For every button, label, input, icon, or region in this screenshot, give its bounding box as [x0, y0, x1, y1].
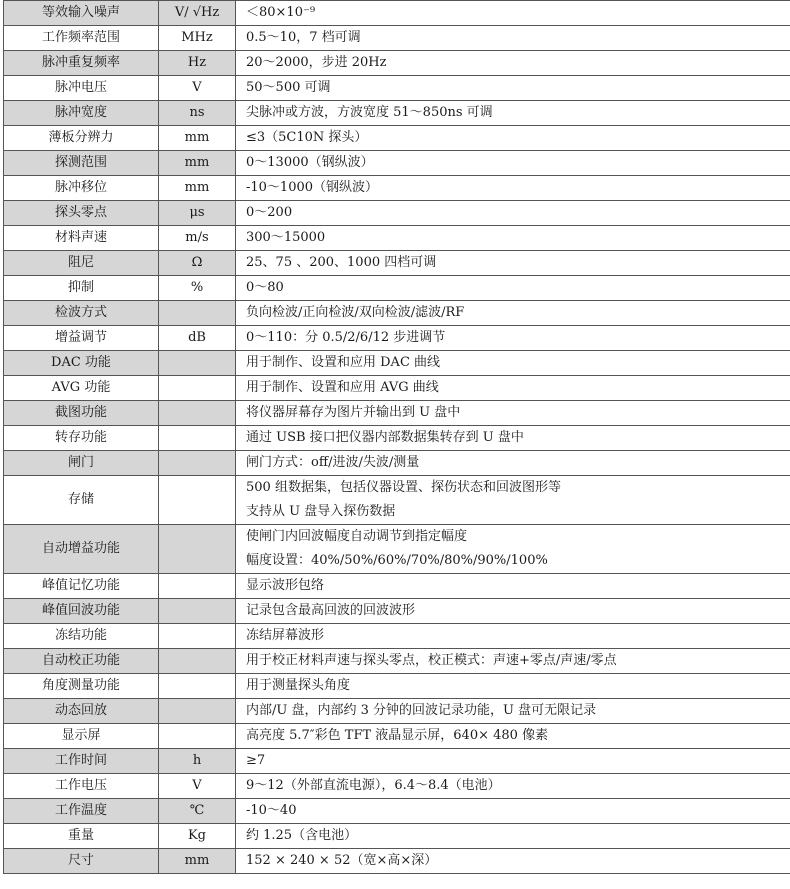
table-row [4, 451, 790, 476]
value-cell [236, 649, 790, 674]
table-row [4, 326, 790, 351]
param-name-cell: 转存功能 [4, 426, 159, 451]
unit-cell: m/s [159, 226, 236, 251]
value-line: 300～15000 [246, 230, 326, 245]
table-row [4, 649, 790, 674]
unit-cell: V [159, 774, 236, 799]
param-name-cell: 自动校正功能 [4, 649, 159, 674]
unit-cell: Ω [159, 251, 236, 276]
unit-cell [159, 476, 236, 525]
value-cell [236, 276, 790, 301]
table-row [4, 26, 790, 51]
spec-table [3, 0, 790, 874]
unit-cell: mm [159, 151, 236, 176]
value-cell [236, 26, 790, 51]
unit-cell: V/ √Hz [159, 1, 236, 26]
value-cell [236, 574, 790, 599]
value-cell [236, 699, 790, 724]
param-name-cell: 探测范围 [4, 151, 159, 176]
value-line: -10～40 [246, 803, 297, 818]
value-line: 约 1.25（含电池） [246, 828, 358, 843]
param-name-cell: 增益调节 [4, 326, 159, 351]
value-line: 使闸门内回波幅度自动调节到指定幅度 [246, 529, 468, 544]
param-name-cell: 存储 [4, 476, 159, 525]
unit-cell [159, 376, 236, 401]
value-line: 高亮度 5.7″彩色 TFT 液晶显示屏，640× 480 像素 [246, 728, 549, 743]
unit-cell [159, 649, 236, 674]
unit-cell [159, 624, 236, 649]
table-row [4, 151, 790, 176]
unit-cell [159, 599, 236, 624]
table-row [4, 824, 790, 849]
table-row [4, 674, 790, 699]
param-name-cell: 冻结功能 [4, 624, 159, 649]
unit-cell [159, 426, 236, 451]
value-cell [236, 599, 790, 624]
unit-cell: mm [159, 176, 236, 201]
param-name-cell: 重量 [4, 824, 159, 849]
table-row [4, 574, 790, 599]
unit-cell [159, 301, 236, 326]
unit-cell [159, 574, 236, 599]
value-cell [236, 1, 790, 26]
value-line: 25、75 、200、1000 四档可调 [246, 255, 437, 270]
value-cell [236, 51, 790, 76]
unit-cell: Hz [159, 51, 236, 76]
value-cell [236, 101, 790, 126]
unit-cell [159, 724, 236, 749]
value-line: ≥7 [246, 753, 266, 768]
value-cell [236, 126, 790, 151]
table-row [4, 276, 790, 301]
spec-table-body [4, 1, 790, 874]
param-name-cell: 脉冲电压 [4, 76, 159, 101]
param-name-cell: 阻尼 [4, 251, 159, 276]
table-row [4, 101, 790, 126]
value-line: 0.5～10，7 档可调 [246, 30, 361, 45]
table-row [4, 251, 790, 276]
param-name-cell: 工作时间 [4, 749, 159, 774]
value-line: 幅度设置：40%/50%/60%/70%/80%/90%/100% [246, 553, 548, 568]
value-line: ≤3（5C10N 探头） [246, 130, 368, 145]
table-row [4, 226, 790, 251]
value-line: 记录包含最高回波的回波波形 [246, 603, 416, 618]
param-name-cell: 闸门 [4, 451, 159, 476]
value-cell [236, 226, 790, 251]
value-line: 尖脉冲或方波，方波宽度 51～850ns 可调 [246, 105, 493, 120]
param-name-cell: 抑制 [4, 276, 159, 301]
value-line: 用于制作、设置和应用 DAC 曲线 [246, 355, 441, 370]
value-cell [236, 151, 790, 176]
unit-cell [159, 525, 236, 574]
table-row [4, 749, 790, 774]
param-name-cell: 工作温度 [4, 799, 159, 824]
unit-cell: h [159, 749, 236, 774]
value-line: 0～80 [246, 280, 284, 295]
unit-cell [159, 351, 236, 376]
table-row [4, 426, 790, 451]
value-cell [236, 426, 790, 451]
param-name-cell: 角度测量功能 [4, 674, 159, 699]
param-name-cell: 尺寸 [4, 849, 159, 874]
value-line: 152 × 240 × 52（宽×高×深） [246, 853, 438, 868]
unit-cell [159, 699, 236, 724]
table-row [4, 849, 790, 874]
table-row [4, 126, 790, 151]
value-line: 50～500 可调 [246, 80, 331, 95]
param-name-cell: 检波方式 [4, 301, 159, 326]
value-line: 冻结屏幕波形 [246, 628, 325, 643]
value-cell [236, 451, 790, 476]
param-name-cell: 截图功能 [4, 401, 159, 426]
value-line: 0～200 [246, 205, 293, 220]
table-row [4, 1, 790, 26]
param-name-cell: AVG 功能 [4, 376, 159, 401]
unit-cell [159, 401, 236, 426]
unit-cell: MHz [159, 26, 236, 51]
value-cell [236, 376, 790, 401]
table-row [4, 774, 790, 799]
param-name-cell: 材料声速 [4, 226, 159, 251]
param-name-cell: 脉冲移位 [4, 176, 159, 201]
param-name-cell: 显示屏 [4, 724, 159, 749]
value-cell [236, 774, 790, 799]
table-row [4, 201, 790, 226]
value-line: 0～110：分 0.5/2/6/12 步进调节 [246, 330, 446, 345]
table-row [4, 401, 790, 426]
value-line: 用于测量探头角度 [246, 678, 351, 693]
value-cell [236, 724, 790, 749]
table-row [4, 624, 790, 649]
value-cell [236, 301, 790, 326]
value-line: 显示波形包络 [246, 578, 325, 593]
param-name-cell: 脉冲宽度 [4, 101, 159, 126]
table-row [4, 376, 790, 401]
unit-cell: dB [159, 326, 236, 351]
value-cell [236, 401, 790, 426]
value-line: 将仪器屏幕存为图片并输出到 U 盘中 [246, 405, 461, 420]
table-row [4, 724, 790, 749]
table-row [4, 76, 790, 101]
unit-cell: V [159, 76, 236, 101]
value-cell [236, 176, 790, 201]
unit-cell: Kg [159, 824, 236, 849]
value-line: 用于校正材料声速与探头零点，校正模式：声速+零点/声速/零点 [246, 653, 617, 668]
table-row [4, 699, 790, 724]
table-row [4, 176, 790, 201]
unit-cell [159, 451, 236, 476]
param-name-cell: DAC 功能 [4, 351, 159, 376]
value-line: 通过 USB 接口把仪器内部数据集转存到 U 盘中 [246, 430, 524, 445]
value-line: 9～12（外部直流电源），6.4～8.4（电池） [246, 778, 501, 793]
value-cell [236, 76, 790, 101]
value-line: 0～13000（钢纵波） [246, 155, 374, 170]
param-name-cell: 工作频率范围 [4, 26, 159, 51]
unit-cell: ns [159, 101, 236, 126]
value-line: -10～1000（钢纵波） [246, 180, 379, 195]
unit-cell [159, 674, 236, 699]
param-name-cell: 探头零点 [4, 201, 159, 226]
value-cell [236, 799, 790, 824]
table-row [4, 525, 790, 574]
value-cell [236, 251, 790, 276]
param-name-cell: 等效输入噪声 [4, 1, 159, 26]
table-row [4, 351, 790, 376]
value-cell [236, 849, 790, 874]
unit-cell: μs [159, 201, 236, 226]
value-line: ＜80×10⁻⁹ [246, 5, 316, 20]
table-row [4, 799, 790, 824]
param-name-cell: 自动增益功能 [4, 525, 159, 574]
param-name-cell: 脉冲重复频率 [4, 51, 159, 76]
value-line: 闸门方式：off/进波/失波/测量 [246, 455, 420, 470]
value-cell [236, 674, 790, 699]
value-cell [236, 824, 790, 849]
value-cell [236, 624, 790, 649]
value-cell [236, 525, 790, 574]
value-line: 内部/U 盘，内部约 3 分钟的回波记录功能，U 盘可无限记录 [246, 703, 597, 718]
value-cell [236, 476, 790, 525]
value-line: 负向检波/正向检波/双向检波/滤波/RF [246, 305, 465, 320]
unit-cell: mm [159, 126, 236, 151]
param-name-cell: 动态回放 [4, 699, 159, 724]
value-cell [236, 749, 790, 774]
table-row [4, 599, 790, 624]
value-line: 20～2000，步进 20Hz [246, 55, 387, 70]
value-cell [236, 326, 790, 351]
table-row [4, 51, 790, 76]
unit-cell: ℃ [159, 799, 236, 824]
value-cell [236, 351, 790, 376]
value-line: 用于制作、设置和应用 AVG 曲线 [246, 380, 439, 395]
table-row [4, 476, 790, 525]
param-name-cell: 峰值记忆功能 [4, 574, 159, 599]
param-name-cell: 工作电压 [4, 774, 159, 799]
value-line: 支持从 U 盘导入探伤数据 [246, 504, 396, 519]
unit-cell: % [159, 276, 236, 301]
value-cell [236, 201, 790, 226]
table-row [4, 301, 790, 326]
param-name-cell: 薄板分辨力 [4, 126, 159, 151]
param-name-cell: 峰值回波功能 [4, 599, 159, 624]
value-line: 500 组数据集，包括仪器设置、探伤状态和回波图形等 [246, 480, 561, 495]
unit-cell: mm [159, 849, 236, 874]
